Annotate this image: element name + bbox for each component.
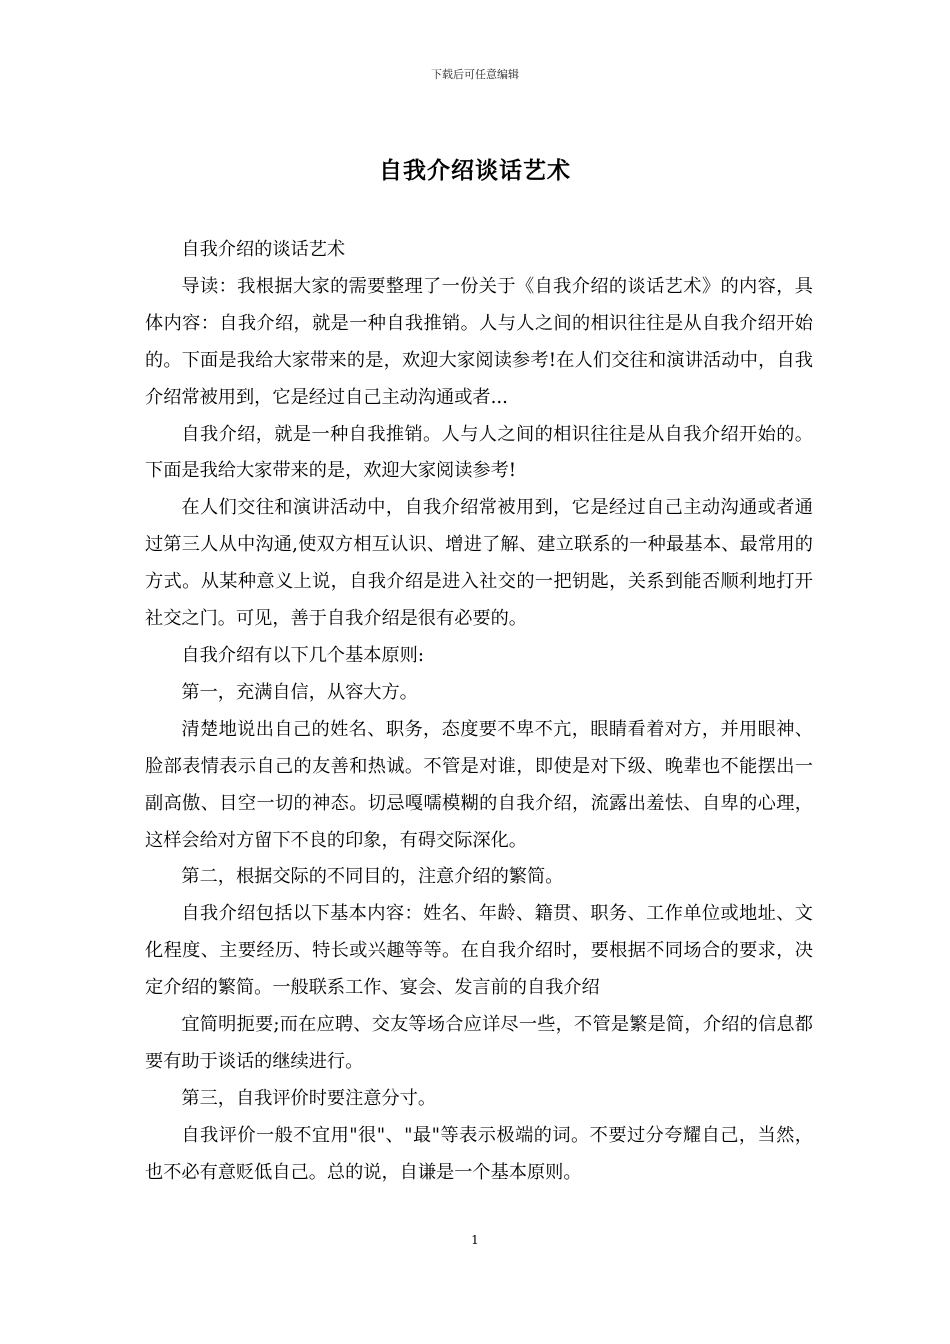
body-paragraph: 自我介绍包括以下基本内容：姓名、年龄、籍贯、职务、工作单位或地址、文化程度、主要经历、特长或兴趣等等。在自我介绍时，要根据不同场合的要求，决定介绍的繁简。一般联系工作、宴会、发言前的自我介绍: [145, 903, 813, 999]
document-title: 自我介绍谈话艺术: [379, 157, 571, 184]
body-paragraph: 自我介绍，就是一种自我推销。人与人之间的相识往往是从自我介绍开始的。下面是我给大家带来的是，欢迎大家阅读参考!: [145, 423, 813, 482]
body-paragraph: 自我评价一般不宜用"很"、"最"等表示极端的词。不要过分夸耀自己，当然，也不必有意贬低自己。总的说，自谦是一个基本原则。: [145, 1124, 813, 1183]
body-paragraph: 清楚地说出自己的姓名、职务，态度要不卑不亢，眼睛看着对方，并用眼神、脸部表情表示自己的友善和热诚。不管是对谁，即使是对下级、晚辈也不能摆出一副高傲、目空一切的神态。切忌嘎嚅模糊的自我介绍，流露出羞怯、自卑的心理，这样会给对方留下不良的印象，有碍交际深化。: [145, 718, 813, 851]
header-note: 下载后可任意编辑: [431, 68, 519, 81]
page-number: 1: [471, 1233, 479, 1247]
document-body: [145, 232, 813, 1192]
principle-three-heading: 第三，自我评价时要注意分寸。: [181, 1087, 437, 1109]
principle-two-heading: 第二，根据交际的不同目的，注意介绍的繁简。: [181, 866, 564, 888]
principles-heading: 自我介绍有以下几个基本原则:: [181, 644, 424, 666]
subtitle-paragraph: 自我介绍的谈话艺术: [181, 239, 346, 260]
principle-one-heading: 第一，充满自信，从容大方。: [181, 681, 418, 703]
intro-paragraph: 导读：我根据大家的需要整理了一份关于《自我介绍的谈话艺术》的内容，具体内容：自我介绍，就是一种自我推销。人与人之间的相识往往是从自我介绍开始的。下面是我给大家带来的是，欢迎大家阅读参考!在人们交往和演讲活动中，自我介绍常被用到，它是经过自己主动沟通或者...: [145, 275, 813, 408]
body-paragraph: 宜简明扼要;而在应聘、交友等场合应详尽一些，不管是繁是简，介绍的信息都要有助于谈话的继续进行。: [145, 1014, 813, 1072]
body-paragraph: 在人们交往和演讲活动中，自我介绍常被用到，它是经过自己主动沟通或者通过第三人从中沟通,使双方相互认识、增进了解、建立联系的一种最基本、最常用的方式。从某种意义上说，自我介绍是进入社交的一把钥匙，关系到能否顺利地打开社交之门。可见，善于自我介绍是很有必要的。: [145, 497, 813, 630]
